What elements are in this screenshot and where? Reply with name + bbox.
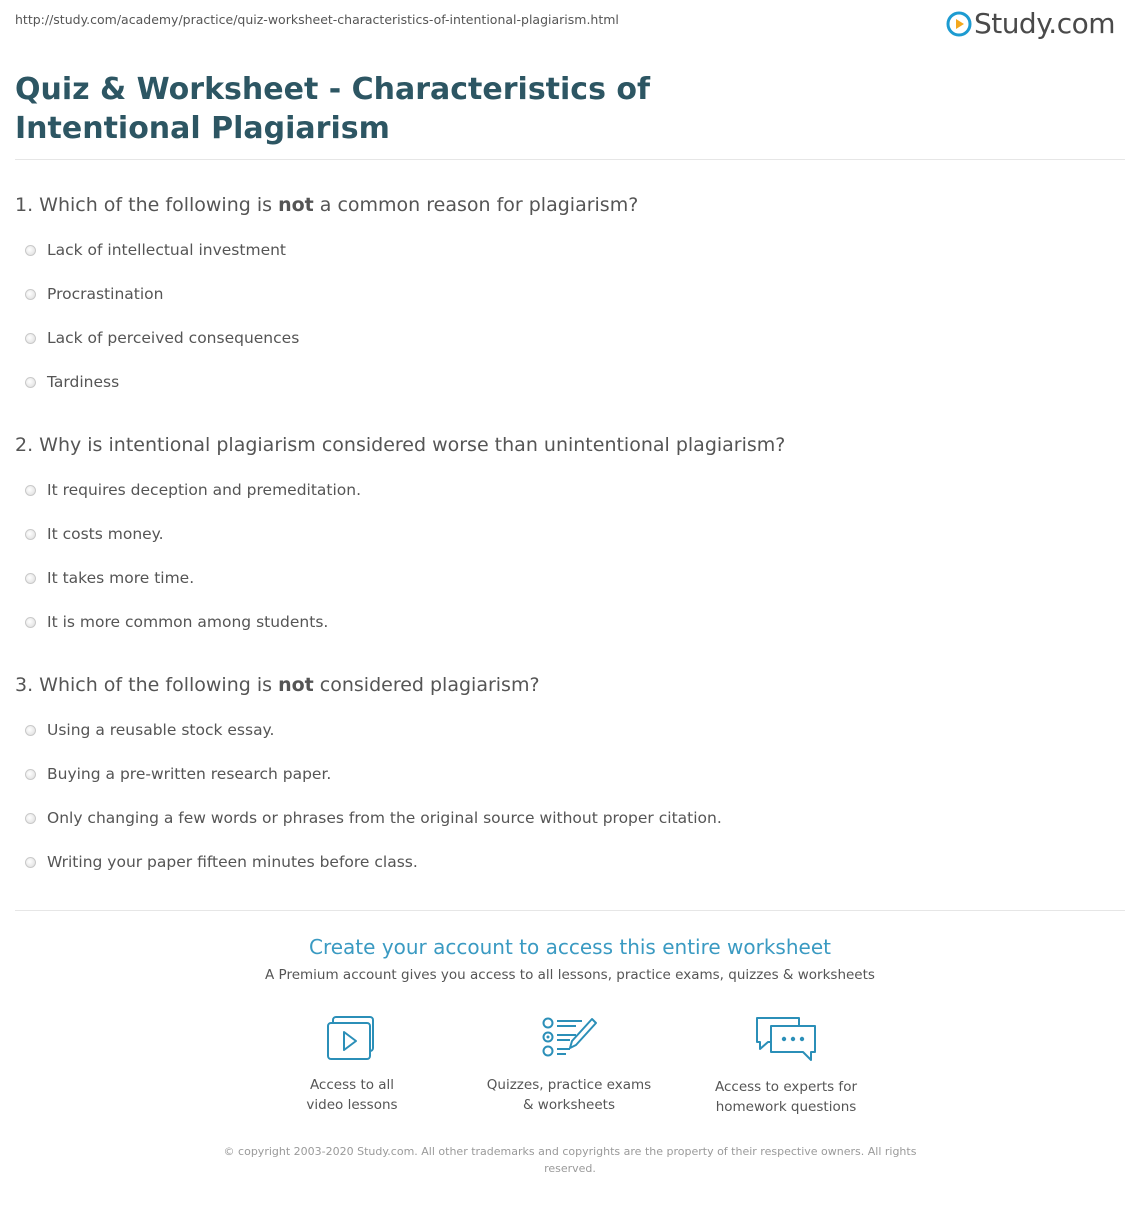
- answer-list: [15, 709, 1115, 885]
- radio-button[interactable]: [25, 813, 36, 824]
- answer-option[interactable]: [15, 753, 1115, 797]
- radio-button[interactable]: [25, 529, 36, 540]
- answer-label: Writing your paper fifteen minutes before class.: [47, 853, 418, 871]
- answer-option[interactable]: [15, 361, 1115, 405]
- answer-option[interactable]: [15, 841, 1115, 885]
- answer-label: It costs money.: [47, 525, 164, 543]
- question-2: [15, 433, 1115, 645]
- answer-label: Buying a pre-written research paper.: [47, 765, 332, 783]
- feature-line: Quizzes, practice exams: [486, 1077, 652, 1093]
- logo-text: Study.com: [973, 7, 1115, 40]
- answer-label: Lack of intellectual investment: [47, 241, 287, 259]
- radio-button[interactable]: [25, 617, 36, 628]
- radio-button[interactable]: [25, 857, 36, 868]
- feature-line: Access to all: [309, 1077, 395, 1093]
- radio-button[interactable]: [25, 333, 36, 344]
- feature-label: [686, 1077, 886, 1117]
- play-circle-icon: [946, 11, 972, 37]
- answer-label: Using a reusable stock essay.: [47, 721, 275, 739]
- answer-label: Tardiness: [47, 373, 120, 391]
- copyright-line: reserved.: [544, 1162, 596, 1175]
- feature-video-lessons: [252, 1015, 452, 1115]
- question-emphasis: not: [278, 674, 314, 696]
- answer-label: It takes more time.: [47, 569, 195, 587]
- answer-list: [15, 229, 1115, 405]
- answer-label: It requires deception and premeditation.: [47, 481, 362, 499]
- radio-button[interactable]: [25, 377, 36, 388]
- answer-option[interactable]: [15, 317, 1115, 361]
- feature-line: Access to experts for: [714, 1079, 857, 1095]
- answer-option[interactable]: [15, 601, 1115, 645]
- question-title: [15, 433, 1115, 457]
- page-url: http://study.com/academy/practice/quiz-worksheet-characteristics-of-intentional-plagiarism.html: [15, 12, 619, 27]
- question-text: a common reason for plagiarism?: [313, 194, 639, 216]
- answer-option[interactable]: [15, 513, 1115, 557]
- answer-option[interactable]: [15, 469, 1115, 513]
- cta-subtitle: A Premium account gives you access to all lessons, practice exams, quizzes & worksheets: [265, 967, 875, 983]
- radio-button[interactable]: [25, 725, 36, 736]
- radio-button[interactable]: [25, 485, 36, 496]
- feature-experts: [686, 1015, 886, 1117]
- question-text: considered plagiarism?: [313, 674, 540, 696]
- question-text: 3. Which of the following is: [15, 674, 279, 696]
- question-3: [15, 673, 1115, 885]
- video-lessons-icon: [325, 1015, 379, 1061]
- chat-bubbles-icon: [754, 1015, 818, 1063]
- signup-cta: [0, 933, 1140, 983]
- radio-button[interactable]: [25, 289, 36, 300]
- radio-button[interactable]: [25, 573, 36, 584]
- feature-quizzes: [469, 1015, 669, 1115]
- answer-option[interactable]: [15, 557, 1115, 601]
- question-1: [15, 193, 1115, 405]
- feature-line: & worksheets: [522, 1097, 615, 1113]
- feature-line: video lessons: [306, 1097, 398, 1113]
- answer-list: [15, 469, 1115, 645]
- quiz-checklist-icon: [540, 1015, 598, 1061]
- top-bar: [15, 0, 1125, 48]
- answer-label: Procrastination: [47, 285, 164, 303]
- question-text: 2. Why is intentional plagiarism considered worse than unintentional plagiarism?: [15, 434, 786, 456]
- question-text: 1. Which of the following is: [15, 194, 279, 216]
- answer-option[interactable]: [15, 797, 1115, 841]
- cta-link[interactable]: Create your account to access this entire worksheet: [309, 935, 831, 959]
- answer-label: It is more common among students.: [47, 613, 329, 631]
- feature-line: homework questions: [715, 1099, 857, 1115]
- copyright-line: © copyright 2003-2020 Study.com. All other trademarks and copyrights are the property of their respective owners. All rights: [223, 1145, 917, 1158]
- question-title: [15, 673, 1115, 697]
- answer-label: Lack of perceived consequences: [47, 329, 300, 347]
- answer-option[interactable]: [15, 273, 1115, 317]
- feature-label: [252, 1075, 452, 1115]
- feature-label: [469, 1075, 669, 1115]
- question-emphasis: not: [278, 194, 314, 216]
- answer-label: Only changing a few words or phrases from the original source without proper citation.: [47, 809, 722, 827]
- divider: [15, 159, 1125, 160]
- copyright-footer: [220, 1143, 920, 1177]
- answer-option[interactable]: [15, 229, 1115, 273]
- radio-button[interactable]: [25, 769, 36, 780]
- study-logo[interactable]: [946, 6, 1115, 42]
- radio-button[interactable]: [25, 245, 36, 256]
- divider: [15, 910, 1125, 911]
- answer-option[interactable]: [15, 709, 1115, 753]
- page-title: Quiz & Worksheet - Characteristics of Intentional Plagiarism: [15, 72, 651, 146]
- question-title: [15, 193, 1115, 217]
